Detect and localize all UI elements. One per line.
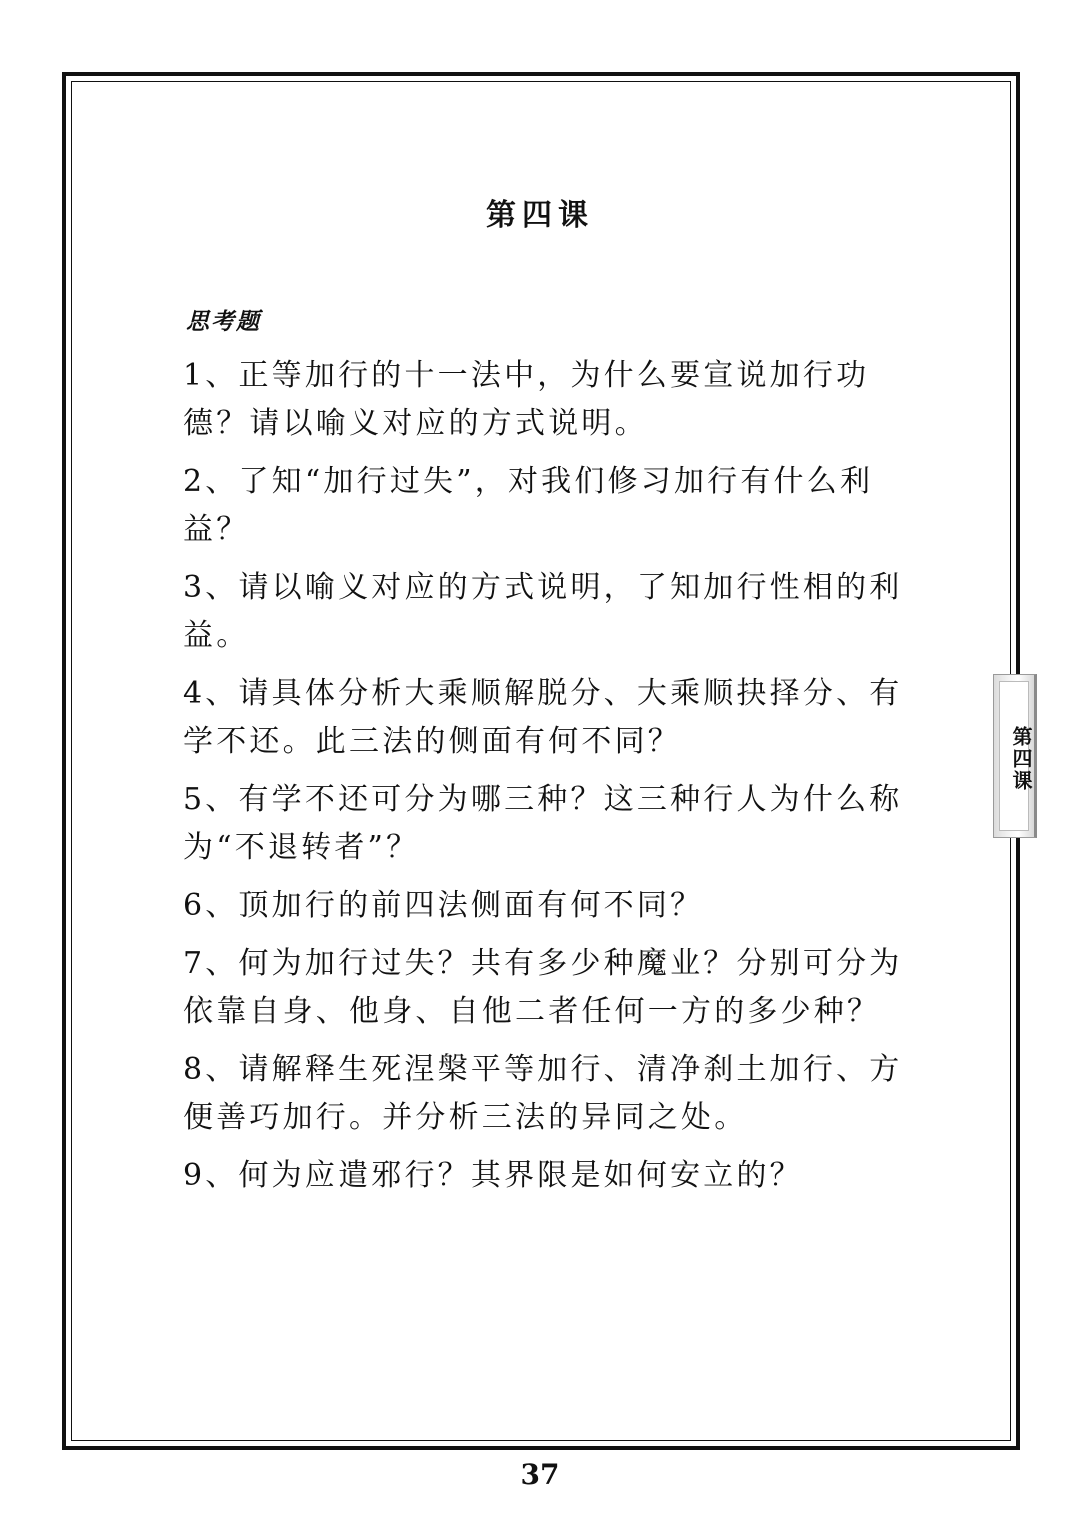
page-number: 37 <box>520 1458 560 1491</box>
question-item: 8、请解释生死涅槃平等加行、清净刹土加行、方便善巧加行。并分析三法的异同之处。 <box>183 1052 903 1135</box>
chapter-side-tab-label: 第四课 <box>1009 726 1033 792</box>
chapter-side-tab <box>993 674 1037 838</box>
question-item: 1、正等加行的十一法中，为什么要宣说加行功德？请以喻义对应的方式说明。 <box>183 358 870 441</box>
question-item: 7、何为加行过失？共有多少种魔业？分别可分为依靠自身、他身、自他二者任何一方的多少种？ <box>183 946 903 1029</box>
question-list <box>183 352 918 1210</box>
lesson-title: 第四课 <box>486 198 594 233</box>
question-item: 3、请以喻义对应的方式说明，了知加行性相的利益。 <box>183 570 903 653</box>
section-label: 思考题 <box>186 308 261 335</box>
question-item: 6、顶加行的前四法侧面有何不同？ <box>183 888 704 923</box>
question-item: 5、有学不还可分为哪三种？这三种行人为什么称为“不退转者”？ <box>183 782 903 865</box>
question-item: 9、何为应遣邪行？其界限是如何安立的？ <box>183 1158 803 1193</box>
question-item: 2、了知“加行过失”，对我们修习加行有什么利益？ <box>183 464 874 547</box>
question-item: 4、请具体分析大乘顺解脱分、大乘顺抉择分、有学不还。此三法的侧面有何不同？ <box>183 676 903 759</box>
